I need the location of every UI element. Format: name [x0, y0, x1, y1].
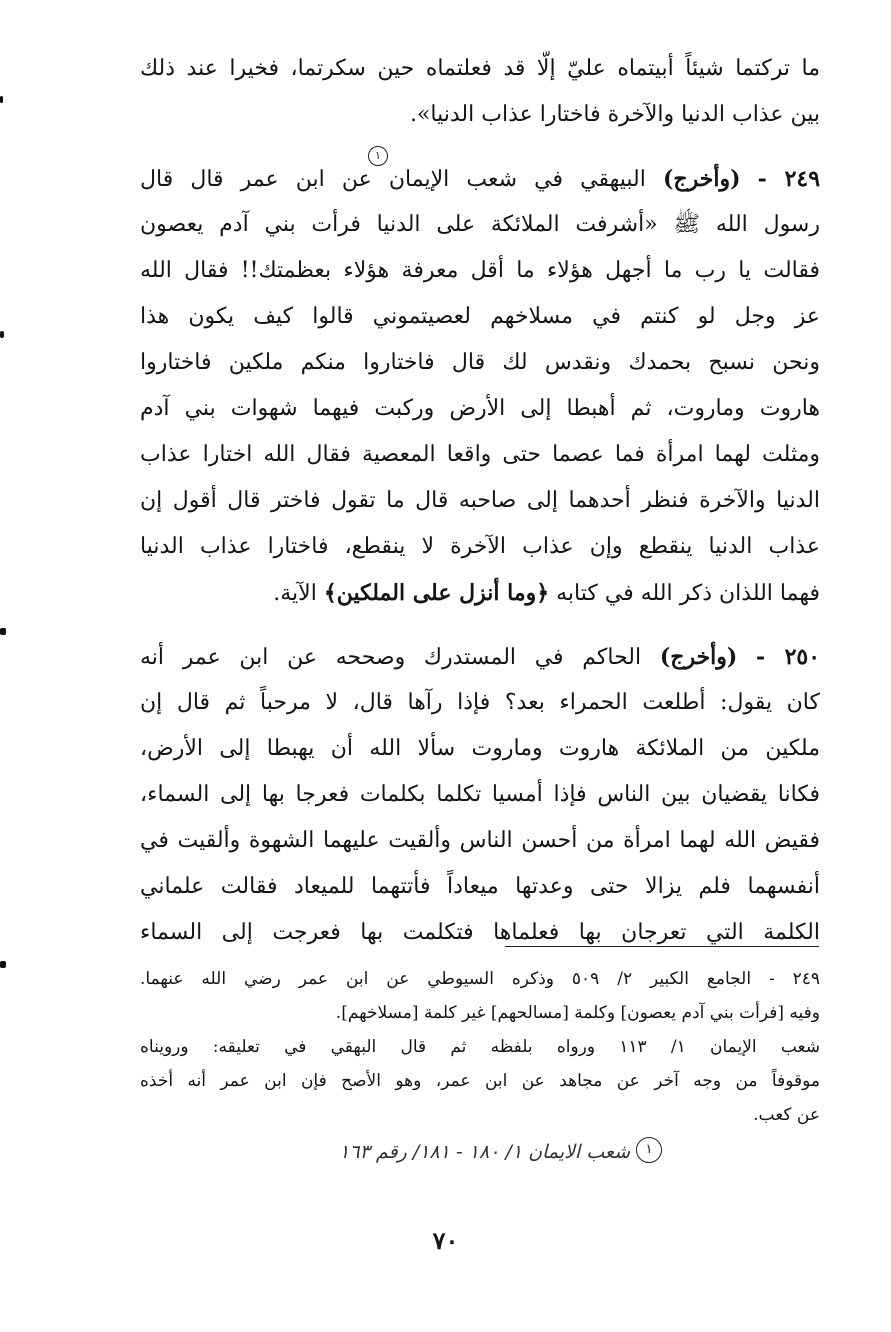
text-line: ومثلت لهما امرأة فما عصما حتى واقعا المعصية فقال الله اختارا عذاب	[140, 442, 820, 467]
text-line: فكانا يقضيان بين الناس فإذا أمسيا تكلما بكلمات فعرجا بها إلى السماء،	[140, 782, 820, 807]
text-line-final	[140, 570, 820, 616]
footnote-line: عن كعب.	[753, 1105, 820, 1125]
footnote-line: شعب الإيمان ١/ ١١٣ ورواه بلفظه ثم قال البهقي في تعليقه: ورويناه	[140, 1037, 820, 1057]
quran-quote: ﴿وما أنزل على الملكين﴾	[323, 580, 550, 606]
margin-mark	[0, 961, 6, 968]
main-text	[140, 46, 820, 956]
footnote-line: وفيه [فرأت بني آدم يعصون] وكلمة [مسالحهم] غير كلمة [مسلاخهم].	[335, 1003, 820, 1023]
text-line-first	[140, 634, 820, 680]
footnote-separator	[505, 946, 819, 947]
text-line: ما تركتما شيئاً أبيتماه عليّ إلّا قد فعلتماه حين سكرتما، فخيرا عند ذلك	[140, 56, 820, 81]
text-line: ونحن نسبح بحمدك ونقدس لك قال فاختاروا منكم ملكين فاختاروا	[140, 350, 820, 375]
text-fragment: الآية.	[273, 581, 317, 606]
text-line: أنفسهما فلم يزالا حتى وعدتها ميعاداً فأتتهما للميعاد فقالت علماني	[140, 874, 820, 899]
margin-mark	[0, 331, 4, 338]
paragraph-250	[140, 634, 820, 956]
text-line: ملكين من الملائكة هاروت وماروت سألا الله أن يهبطا إلى الأرض،	[140, 736, 820, 761]
margin-mark	[0, 96, 3, 103]
hadith-number: ٢٥٠ -	[756, 644, 820, 670]
hadith-keyword: (وأخرج)	[659, 644, 738, 670]
hadith-keyword: (وأخرج)	[662, 166, 741, 192]
paragraph-continuation	[140, 46, 820, 138]
text-line: الدنيا والآخرة فنظر أحدهما إلى صاحبه قال ما تقول فاختر قال أقول إن	[140, 488, 820, 513]
footnote-line: موقوفاً من وجه آخر عن مجاهد عن ابن عمر، وهو الأصح فإن ابن عمر أنه أخذه	[140, 1071, 820, 1091]
footnote-marker: ١	[368, 146, 388, 166]
text-line: الكلمة التي تعرجان بها فعلماها فتكلمت بها فعرجت إلى السماء	[140, 920, 820, 945]
handwritten-annotation: شعب الايمان ١/ ١٨٠ - ١٨١/ رقم ١٦٣	[339, 1141, 630, 1163]
page-number: ٧٠	[432, 1226, 459, 1255]
text-line: بين عذاب الدنيا والآخرة فاختارا عذاب الدنيا».	[409, 102, 820, 127]
text-line: فقيض الله لهما امرأة من أحسن الناس وألقيت عليهما الشهوة وألقيت في	[140, 828, 820, 853]
text-fragment: فهما اللذان ذكر الله في كتابه	[556, 581, 820, 606]
footnotes	[140, 962, 820, 1132]
text-fragment: البيهقي في شعب الإيمان عن ابن عمر قال قال	[140, 167, 646, 192]
footnote-line: ٢٤٩ - الجامع الكبير ٢/ ٥٠٩ وذكره السيوطي عن ابن عمر رضي الله عنهما.	[140, 969, 820, 989]
text-line: رسول الله ﷺ «أشرفت الملائكة على الدنيا فرأت بني آدم يعصون	[140, 212, 820, 237]
text-line: هاروت وماروت، ثم أهبطا إلى الأرض وركبت فيهما شهوات بني آدم	[140, 396, 820, 421]
hadith-number: ٢٤٩ -	[757, 166, 820, 192]
text-fragment: الحاكم في المستدرك وصححه عن ابن عمر أنه	[140, 645, 642, 670]
text-line: فقالت يا رب ما أجهل هؤلاء ما أقل معرفة هؤلاء بعظمتك!! فقال الله	[140, 258, 820, 283]
text-line: عز وجل لو كنتم في مسلاخهم لعصيتموني قالوا كيف يكون هذا	[140, 304, 820, 329]
paragraph-249	[140, 156, 820, 616]
text-line-first	[140, 156, 820, 202]
text-line: عذاب الدنيا ينقطع وإن عذاب الآخرة لا ينقطع، فاختارا عذاب الدنيا	[140, 534, 820, 559]
handwritten-circled-number: ١	[636, 1137, 662, 1163]
margin-mark	[0, 628, 6, 635]
text-line: كان يقول: أطلعت الحمراء بعد؟ فإذا رآها قال، لا مرحباً ثم قال إن	[140, 690, 820, 715]
